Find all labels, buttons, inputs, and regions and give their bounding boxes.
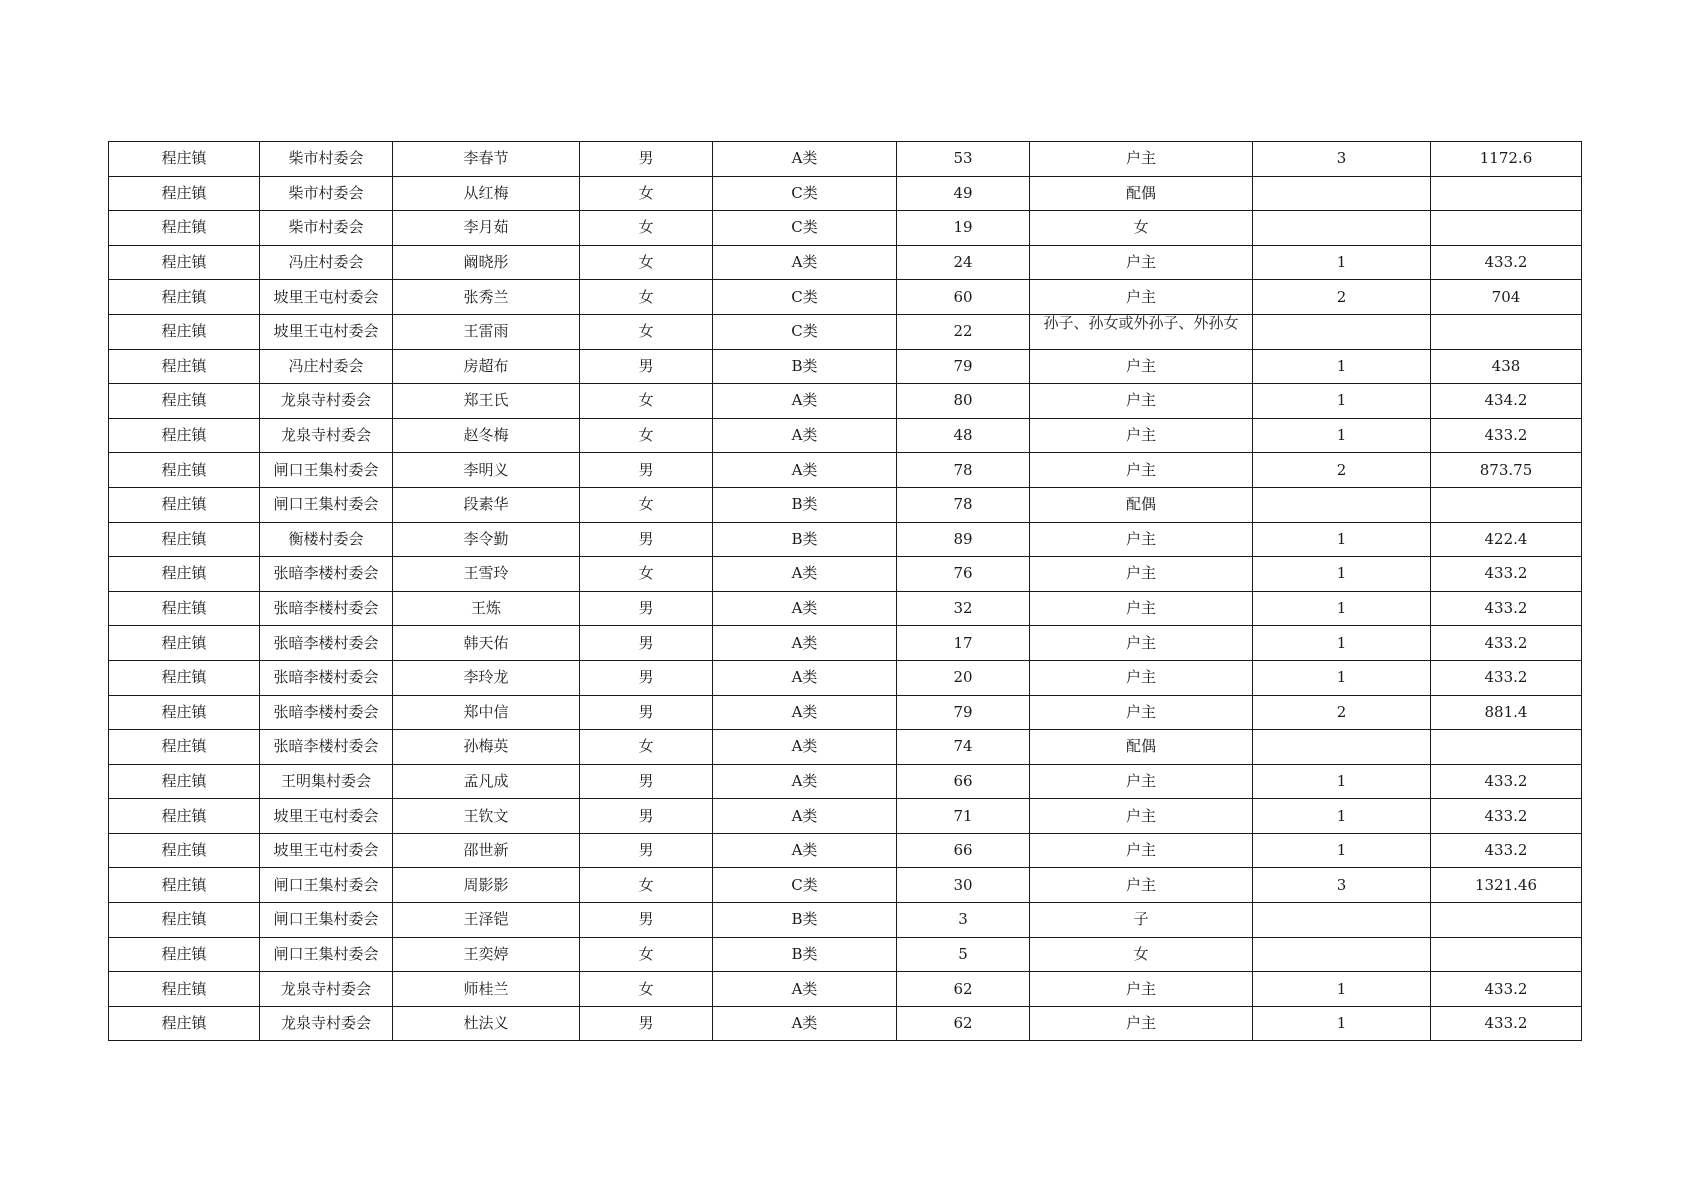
table-row: [109, 730, 1582, 765]
name-cell: 李明义: [393, 453, 580, 488]
gender-cell: 女: [580, 487, 713, 522]
village-committee-cell: 冯庄村委会: [260, 245, 393, 280]
gender-cell: 男: [580, 453, 713, 488]
table-row: [109, 799, 1582, 834]
household-size-cell: 2: [1253, 695, 1431, 730]
village-committee-cell: 张暗李楼村委会: [260, 730, 393, 765]
table-row: [109, 245, 1582, 280]
town-cell: 程庄镇: [109, 280, 260, 315]
age-cell: 32: [897, 591, 1030, 626]
category-cell: C类: [713, 314, 897, 349]
amount-cell: 438: [1431, 349, 1582, 384]
amount-cell: 433.2: [1431, 660, 1582, 695]
name-cell: 赵冬梅: [393, 418, 580, 453]
table-row: [109, 384, 1582, 419]
household-size-cell: 1: [1253, 557, 1431, 592]
town-cell: 程庄镇: [109, 591, 260, 626]
household-size-cell: 1: [1253, 384, 1431, 419]
category-cell: A类: [713, 557, 897, 592]
age-cell: 78: [897, 453, 1030, 488]
town-cell: 程庄镇: [109, 695, 260, 730]
table-row: [109, 487, 1582, 522]
amount-cell: 433.2: [1431, 557, 1582, 592]
name-cell: 师桂兰: [393, 972, 580, 1007]
gender-cell: 女: [580, 211, 713, 246]
name-cell: 杜法义: [393, 1006, 580, 1041]
town-cell: 程庄镇: [109, 730, 260, 765]
table-row: [109, 833, 1582, 868]
town-cell: 程庄镇: [109, 142, 260, 177]
table-row: [109, 211, 1582, 246]
village-committee-cell: 张暗李楼村委会: [260, 557, 393, 592]
age-cell: 66: [897, 833, 1030, 868]
village-committee-cell: 闸口王集村委会: [260, 453, 393, 488]
category-cell: A类: [713, 833, 897, 868]
table-row: [109, 591, 1582, 626]
table-row: [109, 557, 1582, 592]
town-cell: 程庄镇: [109, 557, 260, 592]
town-cell: 程庄镇: [109, 418, 260, 453]
gender-cell: 男: [580, 1006, 713, 1041]
relationship-cell: 女: [1030, 211, 1253, 246]
table-row: [109, 349, 1582, 384]
amount-cell: [1431, 176, 1582, 211]
town-cell: 程庄镇: [109, 660, 260, 695]
gender-cell: 女: [580, 730, 713, 765]
household-size-cell: 1: [1253, 833, 1431, 868]
age-cell: 48: [897, 418, 1030, 453]
age-cell: 79: [897, 695, 1030, 730]
town-cell: 程庄镇: [109, 833, 260, 868]
household-size-cell: 1: [1253, 522, 1431, 557]
gender-cell: 女: [580, 176, 713, 211]
amount-cell: 433.2: [1431, 626, 1582, 661]
gender-cell: 男: [580, 695, 713, 730]
village-committee-cell: 闸口王集村委会: [260, 903, 393, 938]
gender-cell: 女: [580, 937, 713, 972]
age-cell: 3: [897, 903, 1030, 938]
town-cell: 程庄镇: [109, 903, 260, 938]
category-cell: A类: [713, 453, 897, 488]
household-size-cell: [1253, 903, 1431, 938]
table-row: [109, 764, 1582, 799]
village-committee-cell: 闸口王集村委会: [260, 487, 393, 522]
town-cell: 程庄镇: [109, 868, 260, 903]
category-cell: A类: [713, 660, 897, 695]
name-cell: 郑王氏: [393, 384, 580, 419]
table-row: [109, 695, 1582, 730]
gender-cell: 男: [580, 349, 713, 384]
name-cell: 李玲龙: [393, 660, 580, 695]
name-cell: 王炼: [393, 591, 580, 626]
name-cell: 周影影: [393, 868, 580, 903]
relationship-cell: 户主: [1030, 868, 1253, 903]
gender-cell: 女: [580, 384, 713, 419]
relationship-cell: 户主: [1030, 418, 1253, 453]
amount-cell: 433.2: [1431, 245, 1582, 280]
gender-cell: 男: [580, 142, 713, 177]
village-committee-cell: 张暗李楼村委会: [260, 626, 393, 661]
amount-cell: 434.2: [1431, 384, 1582, 419]
name-cell: 王钦文: [393, 799, 580, 834]
relationship-cell: 户主: [1030, 764, 1253, 799]
name-cell: 房超布: [393, 349, 580, 384]
amount-cell: 433.2: [1431, 591, 1582, 626]
category-cell: A类: [713, 764, 897, 799]
village-committee-cell: 龙泉寺村委会: [260, 972, 393, 1007]
amount-cell: 1321.46: [1431, 868, 1582, 903]
category-cell: A类: [713, 142, 897, 177]
relationship-cell: 户主: [1030, 1006, 1253, 1041]
table-row: [109, 142, 1582, 177]
household-size-cell: [1253, 176, 1431, 211]
gender-cell: 男: [580, 522, 713, 557]
relationship-cell: 配偶: [1030, 730, 1253, 765]
town-cell: 程庄镇: [109, 626, 260, 661]
gender-cell: 女: [580, 314, 713, 349]
gender-cell: 男: [580, 660, 713, 695]
household-size-cell: 1: [1253, 764, 1431, 799]
household-size-cell: 3: [1253, 868, 1431, 903]
table-row: [109, 522, 1582, 557]
category-cell: A类: [713, 730, 897, 765]
name-cell: 孙梅英: [393, 730, 580, 765]
age-cell: 17: [897, 626, 1030, 661]
amount-cell: 704: [1431, 280, 1582, 315]
age-cell: 49: [897, 176, 1030, 211]
gender-cell: 男: [580, 833, 713, 868]
town-cell: 程庄镇: [109, 453, 260, 488]
table-row: [109, 937, 1582, 972]
town-cell: 程庄镇: [109, 211, 260, 246]
relationship-cell: 户主: [1030, 453, 1253, 488]
name-cell: 李月茹: [393, 211, 580, 246]
village-committee-cell: 闸口王集村委会: [260, 868, 393, 903]
age-cell: 53: [897, 142, 1030, 177]
relationship-cell: [1030, 314, 1253, 349]
age-cell: 76: [897, 557, 1030, 592]
household-size-cell: 1: [1253, 626, 1431, 661]
amount-cell: 433.2: [1431, 418, 1582, 453]
age-cell: 66: [897, 764, 1030, 799]
amount-cell: [1431, 487, 1582, 522]
table-row: [109, 453, 1582, 488]
table-row: [109, 1006, 1582, 1041]
village-committee-cell: 闸口王集村委会: [260, 937, 393, 972]
amount-cell: [1431, 730, 1582, 765]
category-cell: C类: [713, 176, 897, 211]
town-cell: 程庄镇: [109, 1006, 260, 1041]
relationship-cell: 户主: [1030, 522, 1253, 557]
age-cell: 5: [897, 937, 1030, 972]
household-size-cell: 3: [1253, 142, 1431, 177]
table-row: [109, 418, 1582, 453]
relationship-cell: 户主: [1030, 660, 1253, 695]
gender-cell: 女: [580, 245, 713, 280]
category-cell: A类: [713, 591, 897, 626]
town-cell: 程庄镇: [109, 245, 260, 280]
amount-cell: 433.2: [1431, 1006, 1582, 1041]
village-committee-cell: 坡里王屯村委会: [260, 280, 393, 315]
village-committee-cell: 张暗李楼村委会: [260, 660, 393, 695]
age-cell: 24: [897, 245, 1030, 280]
relationship-cell: 户主: [1030, 384, 1253, 419]
relationship-cell: 户主: [1030, 591, 1253, 626]
relationship-cell: 配偶: [1030, 487, 1253, 522]
household-size-cell: [1253, 314, 1431, 349]
town-cell: 程庄镇: [109, 176, 260, 211]
gender-cell: 男: [580, 903, 713, 938]
age-cell: 62: [897, 1006, 1030, 1041]
amount-cell: 433.2: [1431, 764, 1582, 799]
amount-cell: 433.2: [1431, 833, 1582, 868]
amount-cell: [1431, 211, 1582, 246]
village-committee-cell: 龙泉寺村委会: [260, 384, 393, 419]
village-committee-cell: 柴市村委会: [260, 142, 393, 177]
relationship-cell: 户主: [1030, 833, 1253, 868]
name-cell: 张秀兰: [393, 280, 580, 315]
age-cell: 80: [897, 384, 1030, 419]
relationship-cell: 户主: [1030, 972, 1253, 1007]
amount-cell: 433.2: [1431, 799, 1582, 834]
town-cell: 程庄镇: [109, 349, 260, 384]
gender-cell: 男: [580, 764, 713, 799]
age-cell: 62: [897, 972, 1030, 1007]
amount-cell: 422.4: [1431, 522, 1582, 557]
household-size-cell: 1: [1253, 972, 1431, 1007]
table-row: [109, 972, 1582, 1007]
relationship-cell: 户主: [1030, 245, 1253, 280]
relationship-cell: 户主: [1030, 142, 1253, 177]
category-cell: C类: [713, 868, 897, 903]
town-cell: 程庄镇: [109, 799, 260, 834]
category-cell: A类: [713, 1006, 897, 1041]
relationship-cell: 户主: [1030, 280, 1253, 315]
category-cell: B类: [713, 903, 897, 938]
roster-body: [109, 142, 1582, 1041]
village-committee-cell: 张暗李楼村委会: [260, 591, 393, 626]
relationship-cell: 子: [1030, 903, 1253, 938]
relationship-cell: 户主: [1030, 799, 1253, 834]
table-row: [109, 626, 1582, 661]
village-committee-cell: 王明集村委会: [260, 764, 393, 799]
category-cell: B类: [713, 487, 897, 522]
gender-cell: 女: [580, 868, 713, 903]
age-cell: 89: [897, 522, 1030, 557]
gender-cell: 男: [580, 626, 713, 661]
category-cell: A类: [713, 384, 897, 419]
household-size-cell: 1: [1253, 349, 1431, 384]
village-committee-cell: 坡里王屯村委会: [260, 314, 393, 349]
name-cell: 李春节: [393, 142, 580, 177]
name-cell: 王泽铠: [393, 903, 580, 938]
village-committee-cell: 柴市村委会: [260, 211, 393, 246]
gender-cell: 女: [580, 280, 713, 315]
relationship-cell: 户主: [1030, 626, 1253, 661]
category-cell: B类: [713, 937, 897, 972]
village-committee-cell: 冯庄村委会: [260, 349, 393, 384]
household-size-cell: 1: [1253, 799, 1431, 834]
gender-cell: 男: [580, 799, 713, 834]
village-committee-cell: 柴市村委会: [260, 176, 393, 211]
town-cell: 程庄镇: [109, 764, 260, 799]
name-cell: 李令勤: [393, 522, 580, 557]
name-cell: 王奕婷: [393, 937, 580, 972]
household-size-cell: 1: [1253, 1006, 1431, 1041]
town-cell: 程庄镇: [109, 314, 260, 349]
relationship-cell: 户主: [1030, 349, 1253, 384]
relationship-cell: 户主: [1030, 557, 1253, 592]
category-cell: B类: [713, 522, 897, 557]
town-cell: 程庄镇: [109, 522, 260, 557]
town-cell: 程庄镇: [109, 937, 260, 972]
village-committee-cell: 龙泉寺村委会: [260, 1006, 393, 1041]
category-cell: A类: [713, 799, 897, 834]
name-cell: 邵世新: [393, 833, 580, 868]
category-cell: C类: [713, 280, 897, 315]
category-cell: A类: [713, 418, 897, 453]
name-cell: 韩天佑: [393, 626, 580, 661]
table-row: [109, 314, 1582, 349]
name-cell: 孟凡成: [393, 764, 580, 799]
amount-cell: [1431, 314, 1582, 349]
town-cell: 程庄镇: [109, 384, 260, 419]
household-size-cell: [1253, 730, 1431, 765]
table-row: [109, 176, 1582, 211]
relationship-cell: 户主: [1030, 695, 1253, 730]
amount-cell: [1431, 937, 1582, 972]
amount-cell: 881.4: [1431, 695, 1582, 730]
amount-cell: 433.2: [1431, 972, 1582, 1007]
age-cell: 60: [897, 280, 1030, 315]
relationship-cell: 配偶: [1030, 176, 1253, 211]
age-cell: 71: [897, 799, 1030, 834]
village-committee-cell: 张暗李楼村委会: [260, 695, 393, 730]
name-cell: 王雷雨: [393, 314, 580, 349]
household-size-cell: 1: [1253, 591, 1431, 626]
age-cell: 19: [897, 211, 1030, 246]
table-row: [109, 903, 1582, 938]
category-cell: C类: [713, 211, 897, 246]
amount-cell: 873.75: [1431, 453, 1582, 488]
name-cell: 王雪玲: [393, 557, 580, 592]
age-cell: 74: [897, 730, 1030, 765]
category-cell: B类: [713, 349, 897, 384]
age-cell: 79: [897, 349, 1030, 384]
gender-cell: 女: [580, 972, 713, 1007]
amount-cell: 1172.6: [1431, 142, 1582, 177]
table-row: [109, 660, 1582, 695]
name-cell: 从红梅: [393, 176, 580, 211]
amount-cell: [1431, 903, 1582, 938]
age-cell: 78: [897, 487, 1030, 522]
category-cell: A类: [713, 626, 897, 661]
household-size-cell: [1253, 487, 1431, 522]
gender-cell: 女: [580, 418, 713, 453]
relationship-text: 孙子、孙女或外孙子、外孙女: [1043, 314, 1239, 332]
table-row: [109, 868, 1582, 903]
table-row: [109, 280, 1582, 315]
village-committee-cell: 龙泉寺村委会: [260, 418, 393, 453]
relationship-cell: 女: [1030, 937, 1253, 972]
household-size-cell: 2: [1253, 453, 1431, 488]
category-cell: A类: [713, 972, 897, 1007]
village-committee-cell: 坡里王屯村委会: [260, 833, 393, 868]
gender-cell: 女: [580, 557, 713, 592]
household-size-cell: 1: [1253, 245, 1431, 280]
gender-cell: 男: [580, 591, 713, 626]
village-committee-cell: 坡里王屯村委会: [260, 799, 393, 834]
age-cell: 22: [897, 314, 1030, 349]
village-committee-cell: 衡楼村委会: [260, 522, 393, 557]
age-cell: 30: [897, 868, 1030, 903]
town-cell: 程庄镇: [109, 972, 260, 1007]
category-cell: A类: [713, 695, 897, 730]
age-cell: 20: [897, 660, 1030, 695]
name-cell: 阚晓彤: [393, 245, 580, 280]
town-cell: 程庄镇: [109, 487, 260, 522]
assistance-roster-table: [108, 141, 1582, 1041]
name-cell: 郑中信: [393, 695, 580, 730]
household-size-cell: 1: [1253, 660, 1431, 695]
household-size-cell: [1253, 937, 1431, 972]
household-size-cell: [1253, 211, 1431, 246]
category-cell: A类: [713, 245, 897, 280]
name-cell: 段素华: [393, 487, 580, 522]
household-size-cell: 1: [1253, 418, 1431, 453]
household-size-cell: 2: [1253, 280, 1431, 315]
